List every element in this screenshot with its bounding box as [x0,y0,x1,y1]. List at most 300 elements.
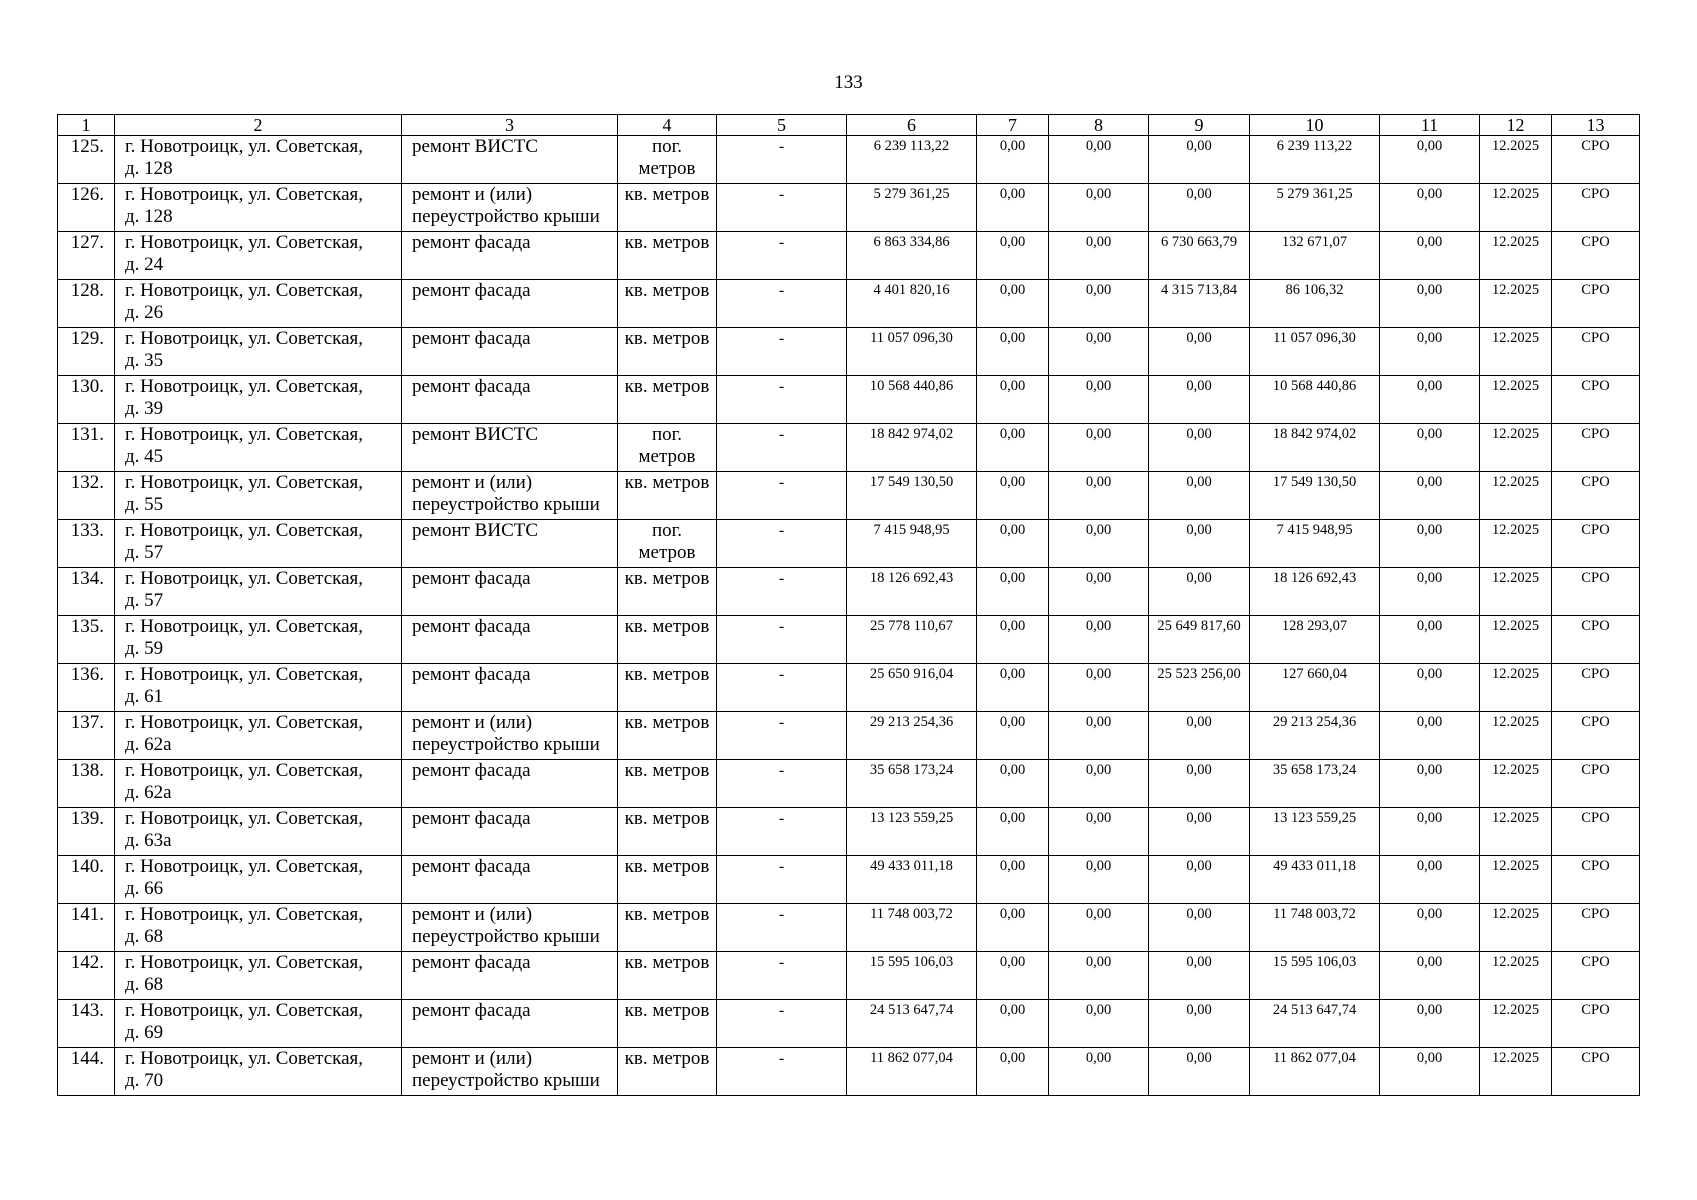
column-header-11: 11 [1380,115,1480,136]
cost-col10-value: 35 658 173,24 [1272,762,1357,778]
row-number-cell [58,136,115,184]
row-number-cell [58,664,115,712]
column-header-12: 12 [1480,115,1552,136]
cost-col10-cell [1250,472,1380,520]
deadline-value: 12.2025 [1491,570,1540,586]
row-number-cell [58,712,115,760]
deadline-cell [1480,808,1552,856]
total-cost-cell [847,1000,977,1048]
work-type-line: ремонт и (или) [412,472,533,493]
cost-col8-cell [1049,424,1149,472]
work-type-line: ремонт ВИСТС [412,424,539,445]
method-cell [1552,808,1640,856]
unit-cell [618,568,717,616]
cost-col9-cell [1149,1000,1250,1048]
work-type-cell [402,376,618,424]
column-header-8: 8 [1049,115,1149,136]
column-header-2: 2 [115,115,402,136]
cost-col11-cell [1380,184,1480,232]
cost-col11-cell [1380,328,1480,376]
cost-col7-value: 0,00 [999,570,1026,586]
address-line: г. Новотроицк, ул. Советская, [125,856,364,877]
table-row [58,760,1640,808]
row-number: 126. [70,184,104,205]
work-type-cell [402,136,618,184]
address-cell [115,1000,402,1048]
address-cell [115,808,402,856]
volume-value: - [778,1050,785,1067]
cost-col9-value: 0,00 [1186,186,1212,202]
unit-line: кв. метров [624,328,710,349]
work-type-line: ремонт фасада [412,568,531,589]
address-line: г. Новотроицк, ул. Советская, [125,280,364,301]
address-line: г. Новотроицк, ул. Советская, [125,136,364,157]
work-type-cell [402,328,618,376]
cost-col11-cell [1380,424,1480,472]
deadline-cell [1480,280,1552,328]
cost-col7-value: 0,00 [999,426,1026,442]
cost-col9-value: 0,00 [1186,522,1212,538]
cost-col9-value: 0,00 [1186,570,1212,586]
column-header-1: 1 [58,115,115,136]
total-cost-cell [847,328,977,376]
unit-line: кв. метров [624,760,710,781]
volume-value: - [778,138,785,155]
total-cost-value: 6 863 334,86 [873,234,950,250]
row-number-cell [58,472,115,520]
deadline-cell [1480,616,1552,664]
cost-col9-cell [1149,712,1250,760]
deadline-cell [1480,472,1552,520]
total-cost-value: 35 658 173,24 [869,762,954,778]
cost-col11-value: 0,00 [1416,1050,1443,1066]
volume-cell [717,760,847,808]
volume-value: - [778,1002,785,1019]
row-number: 131. [70,424,104,445]
house-number: д. 66 [125,878,164,899]
house-number: д. 57 [125,542,164,563]
volume-value: - [778,810,785,827]
work-type-line: ремонт и (или) [412,904,533,925]
cost-col7-cell [977,136,1049,184]
total-cost-cell [847,856,977,904]
method-value: СРО [1581,714,1610,730]
cost-col10-cell [1250,904,1380,952]
address-line: г. Новотроицк, ул. Советская, [125,232,364,253]
unit-cell [618,712,717,760]
work-type-line: ремонт фасада [412,328,531,349]
row-number: 141. [70,904,104,925]
volume-value: - [778,618,785,635]
address-line: г. Новотроицк, ул. Советская, [125,1000,364,1021]
cost-col8-cell [1049,1048,1149,1096]
deadline-value: 12.2025 [1491,282,1540,298]
table-row [58,1048,1640,1096]
cost-col10-cell [1250,952,1380,1000]
cost-col8-value: 0,00 [1085,426,1112,442]
unit-line: пог. [651,424,683,445]
unit-line: метров [638,542,696,563]
method-value: СРО [1581,474,1610,490]
address-cell [115,136,402,184]
method-cell [1552,376,1640,424]
volume-cell [717,136,847,184]
cost-col11-value: 0,00 [1416,810,1443,826]
deadline-cell [1480,520,1552,568]
cost-col8-cell [1049,952,1149,1000]
cost-col8-cell [1049,808,1149,856]
row-number-cell [58,1000,115,1048]
cost-col10-value: 11 748 003,72 [1273,906,1356,922]
total-cost-cell [847,232,977,280]
address-line: г. Новотроицк, ул. Советская, [125,760,364,781]
deadline-value: 12.2025 [1491,186,1540,202]
house-number: д. 68 [125,926,164,947]
row-number-cell [58,184,115,232]
method-cell [1552,568,1640,616]
cost-col11-cell [1380,952,1480,1000]
cost-col7-value: 0,00 [999,138,1026,154]
deadline-value: 12.2025 [1491,522,1540,538]
cost-col8-value: 0,00 [1085,330,1112,346]
cost-col7-cell [977,472,1049,520]
table-row [58,424,1640,472]
deadline-value: 12.2025 [1491,618,1540,634]
column-header-4: 4 [618,115,717,136]
cost-col10-value: 10 568 440,86 [1272,378,1357,394]
row-number-cell [58,520,115,568]
total-cost-cell [847,664,977,712]
work-type-cell [402,664,618,712]
total-cost-cell [847,472,977,520]
table-row [58,232,1640,280]
volume-cell [717,184,847,232]
unit-line: кв. метров [624,1000,710,1021]
cost-col10-cell [1250,280,1380,328]
cost-col11-value: 0,00 [1416,666,1443,682]
volume-cell [717,904,847,952]
method-value: СРО [1581,666,1610,682]
cost-col9-value: 0,00 [1186,954,1212,970]
house-number: д. 63а [125,830,172,851]
cost-col9-value: 0,00 [1186,714,1212,730]
total-cost-value: 4 401 820,16 [873,282,950,298]
address-cell [115,568,402,616]
cost-col10-value: 29 213 254,36 [1272,714,1357,730]
row-number: 144. [70,1048,104,1069]
method-value: СРО [1581,906,1610,922]
column-header-7: 7 [977,115,1049,136]
method-cell [1552,424,1640,472]
method-cell [1552,856,1640,904]
address-line: г. Новотроицк, ул. Советская, [125,328,364,349]
unit-line: метров [638,158,696,179]
cost-col7-value: 0,00 [999,666,1026,682]
deadline-cell [1480,760,1552,808]
unit-cell [618,760,717,808]
row-number: 127. [70,232,104,253]
house-number: д. 26 [125,302,164,323]
work-type-line: ремонт фасада [412,856,531,877]
address-cell [115,184,402,232]
cost-col9-cell [1149,568,1250,616]
work-type-line: ремонт и (или) [412,712,533,733]
unit-cell [618,472,717,520]
deadline-value: 12.2025 [1491,714,1540,730]
work-type-line: переустройство крыши [412,734,600,755]
method-value: СРО [1581,762,1610,778]
address-line: г. Новотроицк, ул. Советская, [125,568,364,589]
work-type-cell [402,808,618,856]
row-number: 135. [70,616,104,637]
cost-col7-cell [977,280,1049,328]
work-type-cell [402,616,618,664]
total-cost-value: 7 415 948,95 [873,522,950,538]
total-cost-value: 13 123 559,25 [869,810,954,826]
cost-col8-value: 0,00 [1085,906,1112,922]
total-cost-value: 10 568 440,86 [869,378,954,394]
cost-col9-cell [1149,904,1250,952]
volume-value: - [778,282,785,299]
page-number: 133 [834,72,863,93]
total-cost-value: 24 513 647,74 [869,1002,954,1018]
total-cost-cell [847,904,977,952]
row-number: 138. [70,760,104,781]
work-type-line: переустройство крыши [412,1070,600,1091]
unit-line: кв. метров [624,232,710,253]
cost-col11-value: 0,00 [1416,570,1443,586]
column-header-10: 10 [1250,115,1380,136]
table-row [58,184,1640,232]
cost-col7-cell [977,520,1049,568]
unit-line: кв. метров [624,808,710,829]
house-number: д. 59 [125,638,164,659]
cost-col8-value: 0,00 [1085,378,1112,394]
cost-col9-value: 0,00 [1186,906,1212,922]
row-number-cell [58,904,115,952]
cost-col8-cell [1049,376,1149,424]
cost-col7-value: 0,00 [999,954,1026,970]
table-row [58,568,1640,616]
cost-col10-value: 11 057 096,30 [1273,330,1356,346]
work-type-line: ремонт фасада [412,280,531,301]
cost-col9-cell [1149,376,1250,424]
address-cell [115,280,402,328]
house-number: д. 62а [125,734,172,755]
cost-col9-value: 0,00 [1186,474,1212,490]
address-cell [115,904,402,952]
work-type-line: ремонт фасада [412,808,531,829]
cost-col8-cell [1049,760,1149,808]
cost-col11-value: 0,00 [1416,906,1443,922]
unit-cell [618,808,717,856]
work-type-line: ремонт ВИСТС [412,136,539,157]
house-number: д. 45 [125,446,164,467]
cost-col10-cell [1250,808,1380,856]
cost-col11-cell [1380,712,1480,760]
cost-col9-cell [1149,520,1250,568]
work-type-line: ремонт фасада [412,760,531,781]
cost-col9-value: 0,00 [1186,762,1212,778]
cost-col10-value: 15 595 106,03 [1272,954,1357,970]
address-line: г. Новотроицк, ул. Советская, [125,424,364,445]
deadline-cell [1480,232,1552,280]
house-number: д. 24 [125,254,164,275]
total-cost-cell [847,136,977,184]
cost-col7-value: 0,00 [999,1050,1026,1066]
cost-col9-cell [1149,856,1250,904]
work-type-line: ремонт и (или) [412,184,533,205]
cost-col9-value: 0,00 [1186,138,1212,154]
cost-col9-cell [1149,424,1250,472]
cost-col7-value: 0,00 [999,522,1026,538]
address-line: г. Новотроицк, ул. Советская, [125,616,364,637]
deadline-value: 12.2025 [1491,426,1540,442]
cost-col10-value: 7 415 948,95 [1276,522,1353,538]
row-number: 143. [70,1000,104,1021]
cost-col8-cell [1049,520,1149,568]
total-cost-value: 11 748 003,72 [870,906,953,922]
cost-col10-cell [1250,568,1380,616]
volume-value: - [778,954,785,971]
table-row [58,952,1640,1000]
address-cell [115,376,402,424]
table-row [58,376,1640,424]
cost-col11-cell [1380,664,1480,712]
column-header-9: 9 [1149,115,1250,136]
work-type-cell [402,280,618,328]
cost-col11-cell [1380,1048,1480,1096]
cost-col9-value: 0,00 [1186,378,1212,394]
column-header-13: 13 [1552,115,1640,136]
cost-col10-value: 49 433 011,18 [1273,858,1356,874]
cost-col8-value: 0,00 [1085,666,1112,682]
cost-col7-cell [977,952,1049,1000]
volume-value: - [778,186,785,203]
volume-cell [717,1048,847,1096]
cost-col8-cell [1049,712,1149,760]
cost-col8-cell [1049,184,1149,232]
cost-col10-cell [1250,136,1380,184]
cost-col7-cell [977,712,1049,760]
volume-cell [717,424,847,472]
unit-line: кв. метров [624,1048,710,1069]
cost-col10-cell [1250,616,1380,664]
volume-value: - [778,522,785,539]
cost-col10-cell [1250,328,1380,376]
cost-col8-value: 0,00 [1085,138,1112,154]
work-type-cell [402,760,618,808]
row-number: 129. [70,328,104,349]
deadline-value: 12.2025 [1491,1002,1540,1018]
header-row [58,115,1640,136]
method-cell [1552,712,1640,760]
table-row [58,808,1640,856]
cost-col11-value: 0,00 [1416,762,1443,778]
cost-col7-value: 0,00 [999,762,1026,778]
volume-cell [717,472,847,520]
work-type-cell [402,568,618,616]
volume-cell [717,328,847,376]
method-cell [1552,952,1640,1000]
work-type-cell [402,472,618,520]
cost-col7-value: 0,00 [999,234,1026,250]
unit-cell [618,952,717,1000]
work-type-line: переустройство крыши [412,494,600,515]
row-number-cell [58,808,115,856]
unit-line: кв. метров [624,856,710,877]
cost-col9-cell [1149,616,1250,664]
unit-cell [618,232,717,280]
volume-cell [717,952,847,1000]
cost-col11-cell [1380,1000,1480,1048]
deadline-value: 12.2025 [1491,378,1540,394]
address-line: г. Новотроицк, ул. Советская, [125,184,364,205]
cost-col9-cell [1149,952,1250,1000]
deadline-value: 12.2025 [1491,762,1540,778]
address-line: г. Новотроицк, ул. Советская, [125,1048,364,1069]
cost-col11-cell [1380,808,1480,856]
volume-value: - [778,906,785,923]
cost-col9-cell [1149,232,1250,280]
work-type-cell [402,1000,618,1048]
cost-col9-cell [1149,136,1250,184]
cost-col7-cell [977,760,1049,808]
deadline-cell [1480,568,1552,616]
cost-col10-value: 24 513 647,74 [1272,1002,1357,1018]
method-value: СРО [1581,618,1610,634]
cost-col10-cell [1250,760,1380,808]
cost-col11-value: 0,00 [1416,618,1443,634]
method-cell [1552,1048,1640,1096]
cost-col11-cell [1380,280,1480,328]
cost-col11-cell [1380,136,1480,184]
cost-col7-value: 0,00 [999,378,1026,394]
row-number-cell [58,952,115,1000]
deadline-cell [1480,904,1552,952]
total-cost-value: 49 433 011,18 [870,858,953,874]
cost-col8-value: 0,00 [1085,570,1112,586]
total-cost-value: 6 239 113,22 [873,138,950,154]
total-cost-cell [847,760,977,808]
cost-col9-value: 4 315 713,84 [1160,282,1238,298]
unit-line: кв. метров [624,616,710,637]
work-type-cell [402,1048,618,1096]
cost-col10-cell [1250,232,1380,280]
cost-col10-value: 18 842 974,02 [1272,426,1357,442]
method-cell [1552,328,1640,376]
column-header-6: 6 [847,115,977,136]
method-cell [1552,664,1640,712]
volume-cell [717,1000,847,1048]
total-cost-cell [847,280,977,328]
total-cost-value: 5 279 361,25 [873,186,950,202]
deadline-value: 12.2025 [1491,810,1540,826]
address-line: г. Новотроицк, ул. Советская, [125,712,364,733]
cost-col7-cell [977,328,1049,376]
deadline-value: 12.2025 [1491,906,1540,922]
cost-col8-cell [1049,136,1149,184]
table-row [58,712,1640,760]
cost-col8-value: 0,00 [1085,762,1112,778]
cost-col8-cell [1049,616,1149,664]
row-number-cell [58,232,115,280]
volume-cell [717,856,847,904]
table-row [58,328,1640,376]
unit-line: кв. метров [624,280,710,301]
deadline-cell [1480,376,1552,424]
method-cell [1552,472,1640,520]
